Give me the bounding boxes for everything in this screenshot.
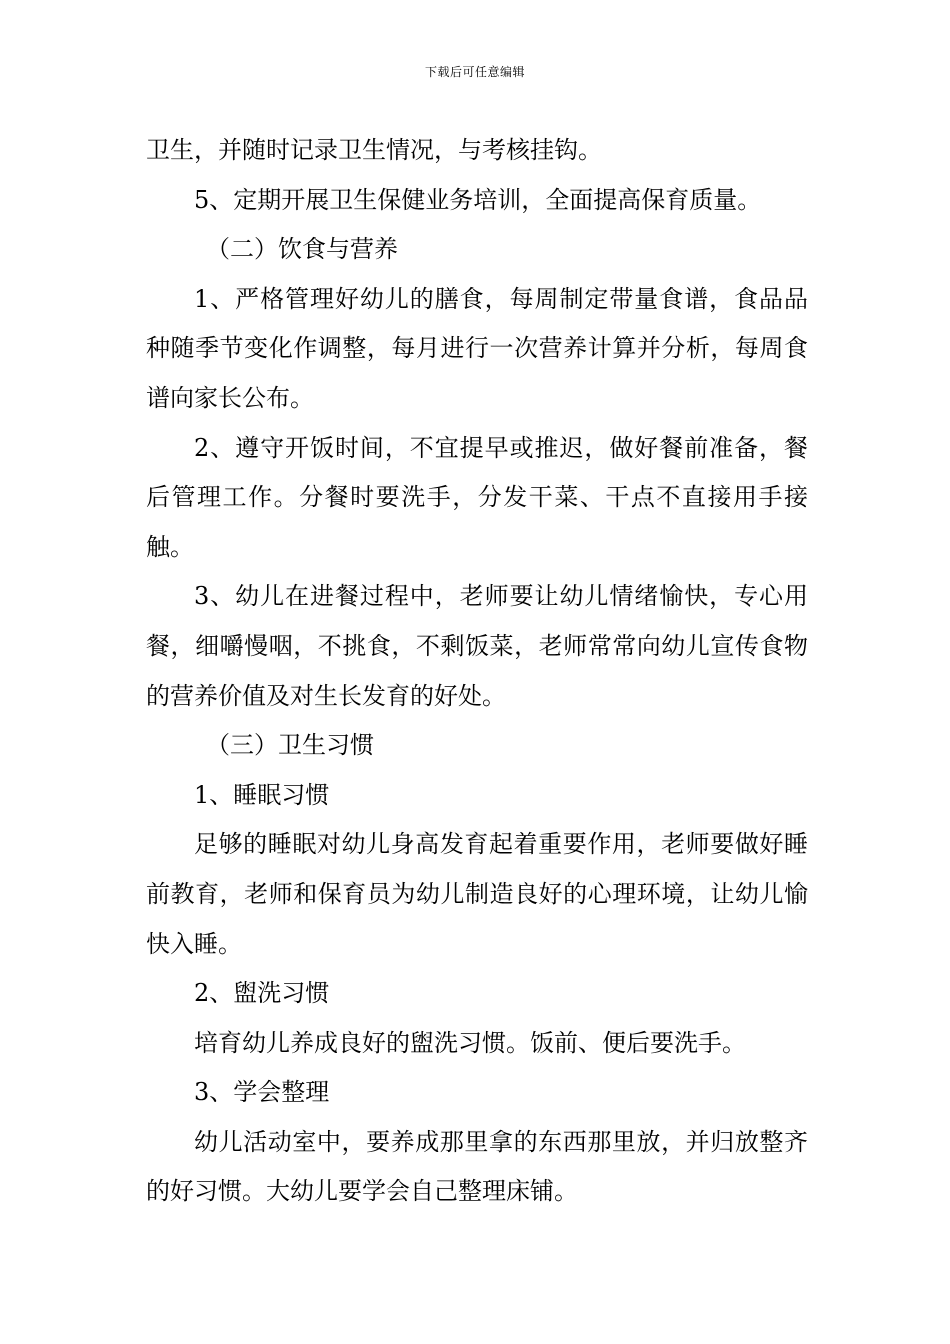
paragraph-hygiene-record: 卫生，并随时记录卫生情况，与考核挂钩。 bbox=[146, 136, 602, 164]
paragraph-diet-2: 2、遵守开饭时间，不宜提早或推迟，做好餐前准备，餐后管理工作。分餐时要洗手，分发干菜、干点不直接用手接触。 bbox=[146, 433, 808, 561]
paragraph-diet-1: 1、严格管理好幼儿的膳食，每周制定带量食谱，食品品种随季节变化作调整，每月进行一次营养计算并分析，每周食谱向家长公布。 bbox=[146, 284, 808, 412]
paragraph-sleep: 足够的睡眠对幼儿身高发育起着重要作用，老师要做好睡前教育，老师和保育员为幼儿制造良好的心理环境，让幼儿愉快入睡。 bbox=[146, 830, 808, 958]
subheading-sleep: 1、睡眠习惯 bbox=[194, 780, 330, 809]
page-header: 下载后可任意编辑 bbox=[424, 65, 525, 79]
section-heading-diet: （二）饮食与营养 bbox=[206, 235, 398, 264]
paragraph-tidying: 幼儿活动室中，要养成那里拿的东西那里放，并归放整齐的好习惯。大幼儿要学会自己整理床铺。 bbox=[146, 1127, 808, 1206]
paragraph-washing: 培育幼儿养成良好的盥洗习惯。饭前、便后要洗手。 bbox=[194, 1028, 746, 1057]
paragraph-training: 5、定期开展卫生保健业务培训，全面提高保育质量。 bbox=[194, 185, 762, 214]
subheading-tidying: 3、学会整理 bbox=[194, 1078, 330, 1107]
paragraph-diet-3: 3、幼儿在进餐过程中，老师要让幼儿情绪愉快，专心用餐，细嚼慢咽，不挑食，不剩饭菜，老师常常向幼儿宣传食物的营养价值及对生长发育的好处。 bbox=[146, 582, 808, 710]
section-heading-habits: （三）卫生习惯 bbox=[206, 731, 374, 760]
document-body bbox=[146, 126, 808, 1217]
subheading-washing: 2、盥洗习惯 bbox=[194, 979, 330, 1008]
